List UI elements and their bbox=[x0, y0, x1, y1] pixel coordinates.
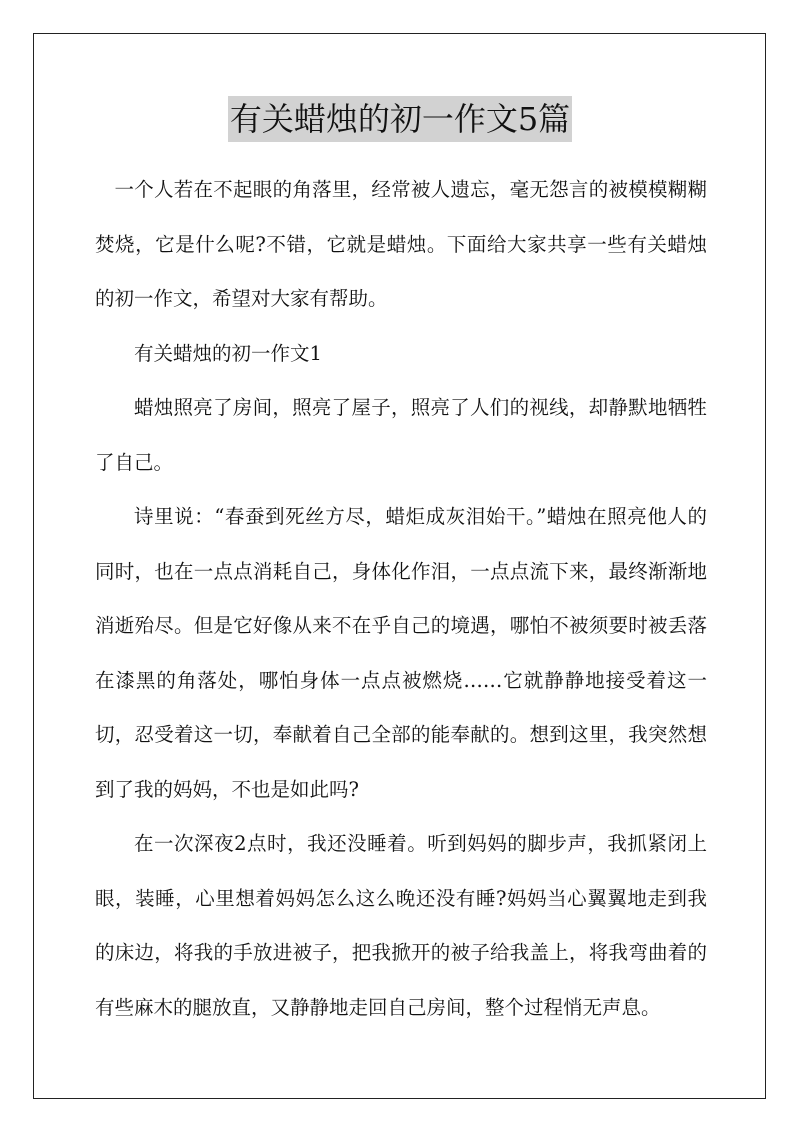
paragraph: 诗里说：“春蚕到死丝方尽，蜡炬成灰泪始干。”蜡烛在照亮他人的同时，也在一点点消耗自己，身体化作泪，一点点流下来，最终渐渐地消逝殆尽。但是它好像从来不在乎自己的境遇，哪怕不被须要时被丢落在漆黑的角落处，哪怕身体一点点被燃烧……它就静静地接受着这一切，忍受着这一切，奉献着自己全部的能奉献的。想到这里，我突然想到了我的妈妈，不也是如此吗? bbox=[95, 505, 707, 801]
paragraph-intro: 一个人若在不起眼的角落里，经常被人遗忘，毫无怨言的被模模糊糊焚烧，它是什么呢?不错，它就是蜡烛。下面给大家共享一些有关蜡烛的初一作文，希望对大家有帮助。 bbox=[95, 178, 707, 310]
paragraph: 蜡烛照亮了房间，照亮了屋子，照亮了人们的视线，却静默地牺牲了自己。 bbox=[95, 396, 707, 474]
document-title: 有关蜡烛的初一作文5篇 bbox=[228, 96, 572, 142]
title-container bbox=[0, 96, 800, 142]
paragraph: 在一次深夜2点时，我还没睡着。听到妈妈的脚步声，我抓紧闭上眼，装睡，心里想着妈妈怎么这么晚还没有睡?妈妈当心翼翼地走到我的床边，将我的手放进被子，把我掀开的被子给我盖上，将我弯曲着的有些麻木的腿放直，又静静地走回自己房间，整个过程悄无声息。 bbox=[95, 832, 707, 1019]
section-heading: 有关蜡烛的初一作文1 bbox=[134, 341, 322, 365]
document-body bbox=[95, 163, 707, 1035]
